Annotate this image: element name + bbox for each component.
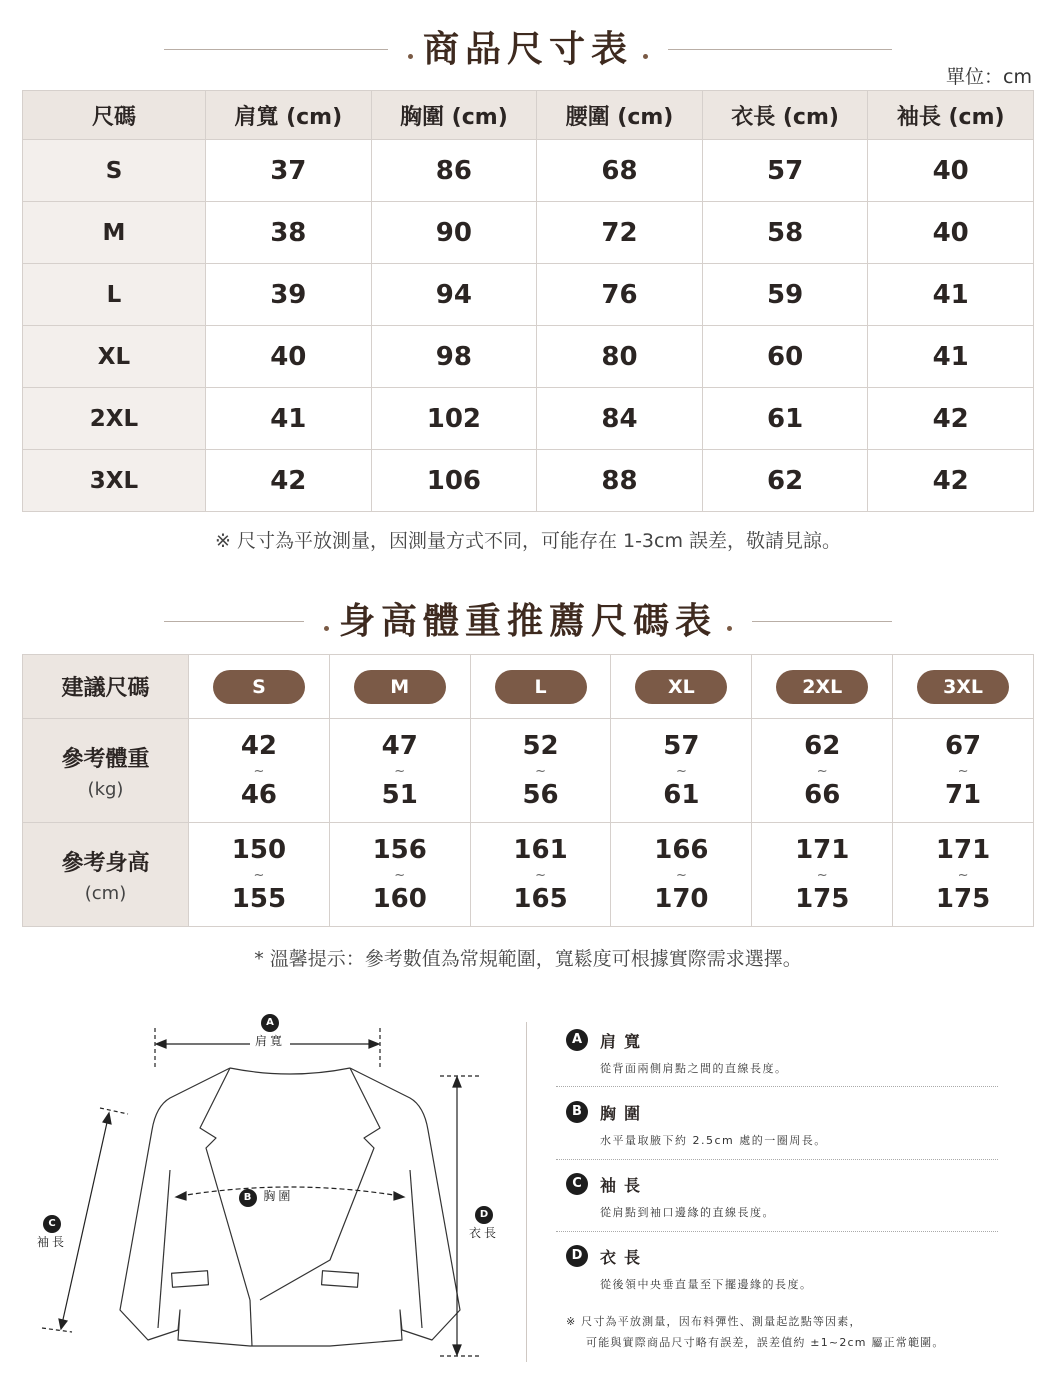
- size-row-label: 建議尺碼: [23, 655, 189, 719]
- range-tilde: ~: [394, 764, 406, 779]
- table-row: [23, 450, 1034, 512]
- jacket-sleeve-left: [158, 1170, 170, 1328]
- size-chart-title-bar: [0, 24, 1056, 74]
- size-pill-cell: [611, 655, 752, 719]
- height-max: 165: [513, 884, 568, 914]
- weight-min: 52: [522, 731, 559, 761]
- measurement-cell: 94: [371, 264, 537, 326]
- size-pill: XL: [635, 670, 727, 704]
- size-pill: M: [354, 670, 446, 704]
- measurement-cell: 88: [537, 450, 703, 512]
- range-tilde: ~: [816, 868, 828, 883]
- table-row: [23, 264, 1034, 326]
- height-min: 166: [654, 835, 709, 865]
- measurement-cell: 41: [868, 264, 1034, 326]
- height-min: 156: [372, 835, 427, 865]
- measurement-cell: 38: [206, 202, 372, 264]
- weight-min: 42: [240, 731, 277, 761]
- jacket-sleeve-right: [410, 1170, 422, 1328]
- title-dot: [643, 54, 648, 59]
- weight-min: 67: [944, 731, 982, 761]
- legend-desc: 從後領中央垂直量至下擺邊緣的長度。: [600, 1278, 813, 1291]
- legend-item-b: [566, 1100, 1000, 1148]
- legend-badge: A: [566, 1029, 588, 1051]
- table-row: [23, 140, 1034, 202]
- measurement-cell: 40: [206, 326, 372, 388]
- jacket-lapel-left: [200, 1068, 250, 1300]
- legend-desc: 水平量取腋下約 2.5cm 處的一圈周長。: [600, 1134, 827, 1147]
- size-table-header-cell: 袖長 (cm): [868, 91, 1034, 140]
- jacket-front-edge: [250, 1300, 252, 1346]
- measurement-cell: 37: [206, 140, 372, 202]
- height-range: [471, 837, 611, 912]
- measurement-cell: 57: [702, 140, 868, 202]
- height-row-label: [23, 823, 189, 927]
- measurement-cell: 40: [868, 202, 1034, 264]
- range-tilde: ~: [535, 764, 547, 779]
- size-cell: XL: [23, 326, 206, 388]
- measurement-cell: 68: [537, 140, 703, 202]
- jacket-pocket-right: [322, 1271, 359, 1287]
- range-tilde: ~: [535, 868, 547, 883]
- recommend-height-row: [23, 823, 1034, 927]
- height-max: 175: [795, 884, 850, 914]
- weight-cell: [470, 719, 611, 823]
- weight-min: 62: [804, 731, 841, 761]
- diagram-length-label: [462, 1206, 506, 1241]
- jacket-outline: [120, 1068, 460, 1346]
- weight-max: 71: [944, 780, 982, 810]
- table-row: [23, 326, 1034, 388]
- range-tilde: ~: [675, 868, 687, 883]
- measurement-cell: 84: [537, 388, 703, 450]
- legend-desc: 從背面兩側肩點之間的直線長度。: [600, 1062, 788, 1075]
- legend-name: 胸圍: [600, 1103, 649, 1123]
- weight-unit: (kg): [87, 778, 124, 800]
- weight-label: 參考體重: [61, 746, 150, 772]
- height-range: [189, 837, 329, 912]
- weight-min: 47: [381, 731, 418, 761]
- size-table-body: [23, 140, 1034, 512]
- height-cell: [611, 823, 752, 927]
- chest-arrowhead: [176, 1192, 186, 1200]
- height-range: [330, 837, 470, 912]
- diagram-divider: [526, 1022, 527, 1362]
- measurement-cell: 41: [868, 326, 1034, 388]
- measurement-cell: 72: [537, 202, 703, 264]
- legend-name: 肩寬: [600, 1031, 649, 1051]
- legend-name: 袖長: [600, 1175, 649, 1195]
- title-rule-left: [164, 49, 388, 50]
- measurement-cell: 42: [868, 450, 1034, 512]
- size-pill-cell: [470, 655, 611, 719]
- size-pill-cell: [752, 655, 893, 719]
- height-min: 161: [513, 835, 568, 865]
- size-table-header-row: [23, 91, 1034, 140]
- height-min: 171: [795, 835, 850, 865]
- weight-range: [471, 733, 611, 808]
- range-tilde: ~: [394, 868, 406, 883]
- size-pill: 2XL: [776, 670, 868, 704]
- range-tilde: ~: [957, 868, 969, 883]
- height-max: 170: [654, 884, 709, 914]
- legend-item-c: [566, 1172, 1000, 1220]
- size-cell: S: [23, 140, 206, 202]
- size-chart-title: 商品尺寸表: [422, 28, 633, 70]
- range-tilde: ~: [816, 764, 828, 779]
- title-dot: [408, 54, 413, 59]
- title-dot: [324, 626, 329, 631]
- legend-desc: 從肩點到袖口邊緣的直線長度。: [600, 1206, 775, 1219]
- title-dot: [727, 626, 732, 631]
- sleeve-guide-bottom: [42, 1328, 72, 1332]
- size-cell: 3XL: [23, 450, 206, 512]
- diagram-badge-c: C: [43, 1215, 61, 1233]
- recommend-chart-title-bar: [0, 596, 1056, 646]
- measurement-footnote: [566, 1311, 945, 1353]
- shoulder-arrowhead: [369, 1040, 379, 1048]
- weight-range: [189, 733, 329, 808]
- legend-badge: C: [566, 1173, 588, 1195]
- height-cell: [893, 823, 1034, 927]
- recommend-note: * 溫馨提示：參考數值為常規範圍，寬鬆度可根據實際需求選擇。: [254, 948, 802, 970]
- weight-range: [611, 733, 751, 808]
- diagram-badge-b: B: [239, 1189, 257, 1207]
- weight-cell: [893, 719, 1034, 823]
- recommend-weight-row: [23, 719, 1034, 823]
- size-table-header-cell: 肩寬 (cm): [206, 91, 372, 140]
- jacket-lapel-right: [260, 1068, 380, 1300]
- measurement-cell: 102: [371, 388, 537, 450]
- size-table-header-cell: 腰圍 (cm): [537, 91, 703, 140]
- weight-min: 57: [663, 731, 700, 761]
- height-min: 171: [935, 835, 991, 865]
- range-tilde: ~: [957, 764, 969, 779]
- size-cell: L: [23, 264, 206, 326]
- measurement-cell: 60: [702, 326, 868, 388]
- weight-max: 66: [804, 780, 841, 810]
- legend-badge: D: [566, 1245, 588, 1267]
- height-range: [611, 837, 751, 912]
- table-row: [23, 202, 1034, 264]
- size-pill: L: [495, 670, 587, 704]
- length-arrowhead: [453, 1345, 461, 1355]
- title-rule-right: [752, 621, 892, 622]
- title-rule-left: [164, 621, 304, 622]
- height-max: 155: [231, 884, 287, 914]
- measurement-cell: 98: [371, 326, 537, 388]
- sleeve-guide-top: [100, 1108, 128, 1114]
- measurement-cell: 62: [702, 450, 868, 512]
- measurement-cell: 80: [537, 326, 703, 388]
- weight-cell: [189, 719, 330, 823]
- diagram-badge-a: A: [261, 1014, 279, 1032]
- weight-max: 46: [240, 780, 277, 810]
- weight-range: [893, 733, 1033, 808]
- size-pill-cell: [329, 655, 470, 719]
- size-cell: M: [23, 202, 206, 264]
- size-pill-cell: [189, 655, 330, 719]
- legend-badge: B: [566, 1101, 588, 1123]
- height-range: [893, 837, 1033, 912]
- jacket-pocket-left: [172, 1271, 209, 1287]
- weight-max: 51: [381, 780, 418, 810]
- height-unit: (cm): [84, 882, 127, 904]
- weight-max: 61: [663, 780, 700, 810]
- measurement-cell: 39: [206, 264, 372, 326]
- height-max: 160: [372, 884, 427, 914]
- height-cell: [189, 823, 330, 927]
- weight-max: 56: [522, 780, 559, 810]
- diagram-chest-label: [236, 1187, 296, 1207]
- weight-row-label: [23, 719, 189, 823]
- unit-label: 單位：cm: [946, 66, 1032, 88]
- height-label: 參考身高: [61, 850, 150, 876]
- measurement-cell: 59: [702, 264, 868, 326]
- chest-arrowhead: [394, 1192, 404, 1200]
- diagram-badge-d: D: [475, 1206, 493, 1224]
- size-table-header-cell: 胸圍 (cm): [371, 91, 537, 140]
- title-rule-right: [668, 49, 892, 50]
- size-pill: S: [213, 670, 305, 704]
- diagram-sleeve-text: 袖長: [36, 1235, 67, 1249]
- height-min: 150: [231, 835, 287, 865]
- range-tilde: ~: [253, 764, 265, 779]
- measurement-cell: 41: [206, 388, 372, 450]
- height-cell: [470, 823, 611, 927]
- table-row: [23, 388, 1034, 450]
- size-pill-cell: [893, 655, 1034, 719]
- shoulder-arrowhead: [156, 1040, 166, 1048]
- footnote-line-2: 可能與實際商品尺寸略有誤差，誤差值約 ±1~2cm 屬正常範圍。: [586, 1336, 945, 1349]
- length-arrowhead: [453, 1077, 461, 1087]
- legend-name: 衣長: [600, 1247, 649, 1267]
- recommend-size-row: [23, 655, 1034, 719]
- sleeve-arrowhead: [59, 1319, 67, 1329]
- measurement-cell: 76: [537, 264, 703, 326]
- measurement-cell: 42: [868, 388, 1034, 450]
- measurement-cell: 58: [702, 202, 868, 264]
- diagram-chest-text: 胸圍: [263, 1189, 294, 1203]
- size-pill: 3XL: [917, 670, 1009, 704]
- weight-cell: [329, 719, 470, 823]
- height-cell: [752, 823, 893, 927]
- diagram-sleeve-label: [30, 1215, 74, 1250]
- weight-cell: [752, 719, 893, 823]
- weight-range: [752, 733, 892, 808]
- size-table-header-cell: 衣長 (cm): [702, 91, 868, 140]
- diagram-shoulder-text: 肩寬: [254, 1034, 285, 1048]
- legend-item-d: [566, 1244, 1000, 1292]
- sleeve-arrowhead: [103, 1113, 111, 1124]
- jacket-collar: [230, 1068, 350, 1074]
- weight-range: [330, 733, 470, 808]
- recommend-chart-title: 身高體重推薦尺碼表: [338, 600, 717, 642]
- measurement-cell: 86: [371, 140, 537, 202]
- measurement-cell: 90: [371, 202, 537, 264]
- size-table: [22, 90, 1034, 512]
- size-table-header-cell: 尺碼: [23, 91, 206, 140]
- measurement-cell: 61: [702, 388, 868, 450]
- measurement-cell: 42: [206, 450, 372, 512]
- weight-cell: [611, 719, 752, 823]
- footnote-line-1: ※ 尺寸為平放測量，因布料彈性、測量起訖點等因素，: [566, 1315, 862, 1328]
- recommend-table: [22, 654, 1034, 927]
- legend-item-a: [566, 1028, 1000, 1076]
- height-range: [752, 837, 892, 912]
- diagram-length-text: 衣長: [468, 1226, 499, 1240]
- height-cell: [329, 823, 470, 927]
- size-chart-note: ※ 尺寸為平放測量，因測量方式不同，可能存在 1-3cm 誤差，敬請見諒。: [214, 530, 842, 552]
- height-max: 175: [935, 884, 991, 914]
- measurement-cell: 40: [868, 140, 1034, 202]
- range-tilde: ~: [675, 764, 687, 779]
- measurement-cell: 106: [371, 450, 537, 512]
- size-cell: 2XL: [23, 388, 206, 450]
- range-tilde: ~: [253, 868, 265, 883]
- diagram-shoulder-label: [248, 1014, 292, 1049]
